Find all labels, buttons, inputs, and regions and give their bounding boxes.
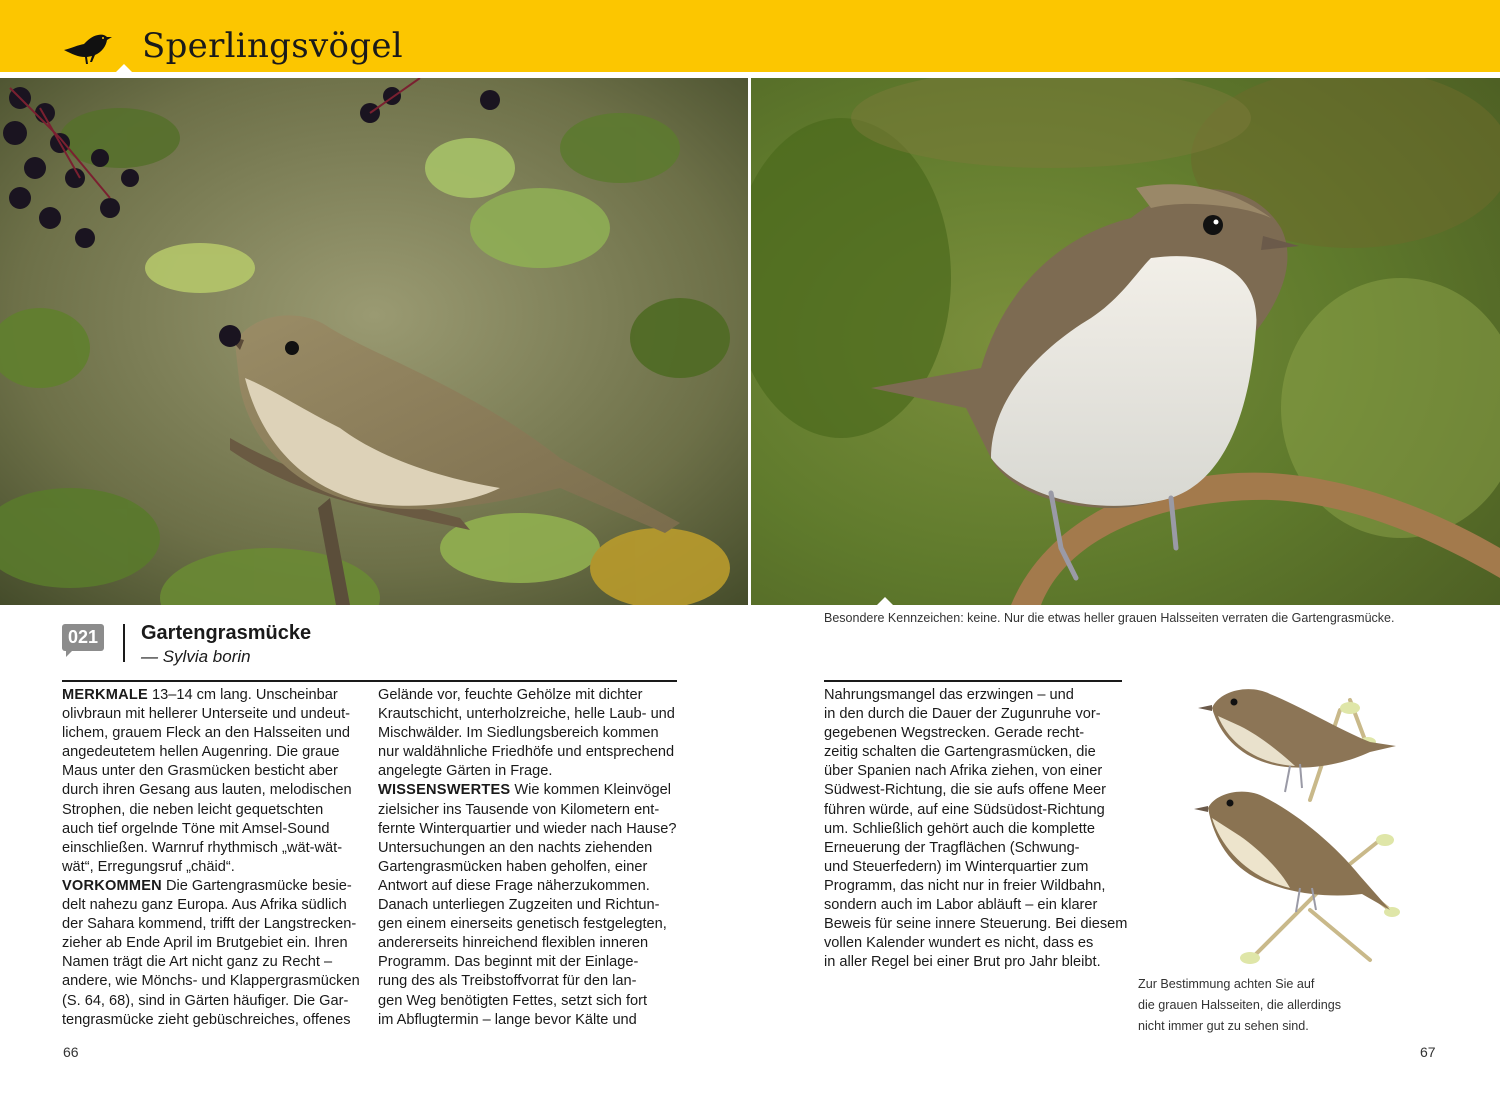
text-column-2 bbox=[378, 686, 678, 1030]
species-number-badge: 021 bbox=[62, 624, 104, 651]
text-line: zeitig schalten die Gartengrasmücken, die bbox=[824, 744, 1096, 761]
text-line: nur waldähnliche Friedhöfe und entsprechend bbox=[378, 744, 675, 761]
text-line: WISSENSWERTES Wie kommen Kleinvögel bbox=[378, 782, 671, 799]
text-line: rung des als Treibstoffvorrat für den lan- bbox=[378, 973, 637, 990]
text-line: in den durch die Dauer der Zugunruhe vor- bbox=[824, 706, 1101, 723]
text-line: der Sahara kommend, trifft der Langstrecken- bbox=[62, 916, 357, 933]
text-line: angelegte Gärten in Frage. bbox=[378, 763, 553, 780]
text-line: Südwest-Richtung, die sie aufs offene Meer bbox=[824, 782, 1107, 799]
text-line: Namen trägt die Art nicht ganz zu Recht – bbox=[62, 954, 333, 971]
text-line: Strophen, die neben leicht gequetschten bbox=[62, 801, 324, 818]
header-notch bbox=[116, 64, 132, 72]
text-line: gen Weg benötigten Fettes, setzt sich fort bbox=[378, 992, 648, 1009]
text-line: Gelände vor, feuchte Gehölze mit dichter bbox=[378, 687, 643, 703]
text-line: durch ihren Gesang aus lauten, melodischen bbox=[62, 782, 352, 799]
text-line: andere, wie Mönchs- und Klappergrasmücken bbox=[62, 973, 360, 990]
photo-warbler-elderberries bbox=[0, 78, 748, 605]
text-line: Gartengrasmücken haben geholfen, einer bbox=[378, 858, 648, 875]
photo-caption: Besondere Kennzeichen: keine. Nur die etwas heller grauen Halsseiten verraten die Gartengrasmücke. bbox=[824, 611, 1395, 625]
text-line: VORKOMMEN Die Gartengrasmücke besie- bbox=[62, 877, 352, 894]
photo-warbler-branch bbox=[751, 78, 1500, 605]
text-line: über Spanien nach Afrika ziehen, von einer bbox=[824, 763, 1103, 780]
text-line: gen einem einerseits genetisch festgelegten, bbox=[378, 916, 667, 933]
text-line: einschließen. Warnruf rhythmisch „wät-wät- bbox=[62, 839, 343, 856]
species-name: Gartengrasmücke bbox=[141, 622, 312, 644]
text-line: und Steuerfedern) im Winterquartier zum bbox=[824, 858, 1089, 875]
text-line: lichem, grauem Fleck an den Halsseiten und bbox=[62, 725, 350, 742]
text-line: zielsicher ins Tausende von Kilometern ent- bbox=[378, 801, 660, 818]
text-line: olivbraun mit hellerer Unterseite und undeut- bbox=[62, 706, 350, 723]
heading-divider bbox=[123, 624, 125, 662]
chapter-header bbox=[0, 0, 1500, 72]
text-line: Danach unterliegen Zugzeiten und Richtun- bbox=[378, 897, 660, 914]
text-line: Krautschicht, unterholzreiche, helle Laub- und bbox=[378, 706, 675, 723]
text-line: Beweis für seine innere Steuerung. Bei diesem bbox=[824, 916, 1128, 933]
illustration-two-warblers bbox=[1190, 680, 1402, 970]
text-line: angedeutetem hellen Augenring. Die graue bbox=[62, 744, 340, 761]
rule-left bbox=[62, 680, 677, 682]
text-line: wät“, Erregungsruf „chäid“. bbox=[62, 858, 235, 875]
chapter-title: Sperlingsvögel bbox=[142, 26, 403, 66]
text-line: um. Schließlich gehört auch die komplette bbox=[824, 820, 1095, 837]
species-latin-name: — Sylvia borin bbox=[141, 647, 251, 666]
text-line: Untersuchungen an den nachts ziehenden bbox=[378, 839, 653, 856]
text-line: fernte Winterquartier und wieder nach Hause? bbox=[378, 820, 677, 837]
text-line: zieher ab Ende April im Brutgebiet ein. Ihren bbox=[62, 935, 348, 952]
text-line: im Abflugtermin – lange bevor Kälte und bbox=[378, 1011, 637, 1028]
text-line: delt nahezu ganz Europa. Aus Afrika südlich bbox=[62, 897, 347, 914]
illustration-caption bbox=[1138, 974, 1341, 1037]
text-line: Nahrungsmangel das erzwingen – und bbox=[824, 687, 1074, 703]
photo-notch bbox=[877, 597, 893, 605]
text-line: sondern auch im Labor abläuft – ein klarer bbox=[824, 897, 1098, 914]
text-line: tengrasmücke zieht gebüschreiches, offenes bbox=[62, 1011, 351, 1028]
text-line: vollen Kalender wundert es nicht, dass es bbox=[824, 935, 1094, 952]
text-line: führen würde, auf eine Südsüdost-Richtung bbox=[824, 801, 1105, 818]
text-line: andererseits hinreichend flexiblen inneren bbox=[378, 935, 649, 952]
text-line: Mischwälder. Im Siedlungsbereich kommen bbox=[378, 725, 659, 742]
text-line: Maus unter den Grasmücken besticht aber bbox=[62, 763, 338, 780]
text-line: auch tief orgelnde Töne mit Amsel-Sound bbox=[62, 820, 330, 837]
text-line: Programm, das nicht nur in freier Wildbahn, bbox=[824, 877, 1106, 894]
caption-line: die grauen Halsseiten, die allerdings bbox=[1138, 998, 1342, 1012]
text-line: in aller Regel bei einer Brut pro Jahr bleibt. bbox=[824, 954, 1101, 971]
page-number-left: 66 bbox=[63, 1044, 79, 1060]
text-line: Erneuerung der Tragflächen (Schwung- bbox=[824, 839, 1080, 856]
page-number-right: 67 bbox=[1420, 1044, 1436, 1060]
caption-line: nicht immer gut zu sehen sind. bbox=[1138, 1019, 1309, 1033]
text-line: MERKMALE 13–14 cm lang. Unscheinbar bbox=[62, 687, 338, 703]
text-line: Antwort auf diese Frage näherzukommen. bbox=[378, 877, 650, 894]
text-column-1 bbox=[62, 686, 362, 1030]
badge-tail bbox=[66, 650, 73, 657]
text-line: (S. 64, 68), sind in Gärten häufiger. Die Gar- bbox=[62, 992, 349, 1009]
text-line: gegebenen Wegstrecken. Gerade recht- bbox=[824, 725, 1085, 742]
text-column-3 bbox=[824, 686, 1128, 972]
blackbird-silhouette-icon bbox=[62, 28, 114, 68]
text-line: Programm. Das beginnt mit der Einlage- bbox=[378, 954, 639, 971]
rule-right bbox=[824, 680, 1122, 682]
caption-line: Zur Bestimmung achten Sie auf bbox=[1138, 977, 1315, 991]
